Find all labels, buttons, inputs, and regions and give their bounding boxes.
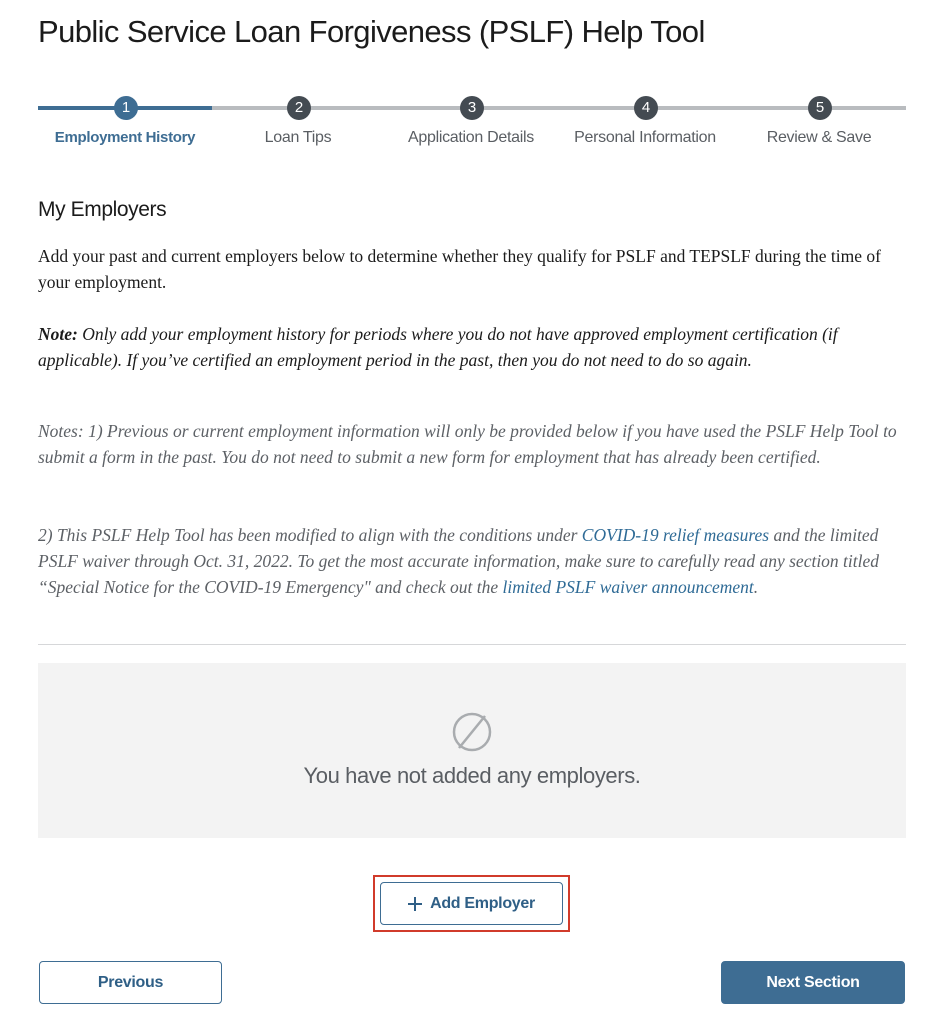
note-paragraph: [38, 321, 910, 373]
covid-relief-link[interactable]: COVID-19 relief measures: [581, 525, 770, 545]
waiver-announcement-link[interactable]: limited PSLF waiver announcement: [502, 577, 754, 597]
no-symbol-icon: [450, 710, 494, 754]
note-label: Note:: [38, 324, 78, 344]
step-number: 5: [808, 96, 832, 120]
notes-text: and the limited PSLF waiver through Oct. 31, 2022. To get the most accurate information, make sure to carefully read any section titled “Special Notice for the COVID-19 Emergency" and check out the: [38, 525, 880, 597]
step-number: 2: [287, 96, 311, 120]
notes-text: 2) This PSLF Help Tool has been modified to align with the conditions under: [38, 525, 582, 545]
step-employment-history[interactable]: [38, 94, 212, 154]
step-number: 4: [634, 96, 658, 120]
step-review-save[interactable]: [732, 94, 906, 154]
divider: [38, 644, 906, 645]
page-title: Public Service Loan Forgiveness (PSLF) Help Tool: [38, 14, 705, 49]
notes-paragraph-2: [38, 522, 900, 600]
note-text: Only add your employment history for periods where you do not have approved employment certification (if applicable). If you’ve certified an employment period in the past, then you do not need to do so again.: [38, 324, 838, 370]
step-number: 3: [460, 96, 484, 120]
notes-paragraph-1: Notes: 1) Previous or current employment information will only be provided below if you have used the PSLF Help Tool to submit a form in the past. You do not need to submit a new form for employment that has already been certified.: [38, 421, 897, 467]
employers-empty-state: [38, 663, 906, 838]
previous-button[interactable]: Previous: [39, 961, 222, 1004]
step-application-details[interactable]: [384, 94, 558, 154]
add-employer-label: Add Employer: [430, 894, 535, 912]
add-employer-button[interactable]: [380, 882, 563, 925]
step-number: 1: [114, 96, 138, 120]
step-label: Review & Save: [766, 129, 872, 146]
next-section-button[interactable]: Next Section: [721, 961, 905, 1004]
intro-paragraph: Add your past and current employers below to determine whether they qualify for PSLF and TEPSLF during the time of your employment.: [38, 246, 881, 292]
step-loan-tips[interactable]: [211, 94, 385, 154]
section-heading: My Employers: [38, 198, 167, 221]
step-label: Application Details: [408, 129, 534, 146]
plus-icon: [408, 897, 422, 911]
progress-stepper: [38, 94, 906, 154]
step-personal-information[interactable]: [558, 94, 732, 154]
step-label: Personal Information: [574, 129, 716, 146]
empty-state-message: You have not added any employers.: [303, 763, 641, 788]
notes-text: .: [753, 577, 759, 597]
step-label: Employment History: [54, 129, 196, 146]
step-label: Loan Tips: [264, 129, 332, 146]
